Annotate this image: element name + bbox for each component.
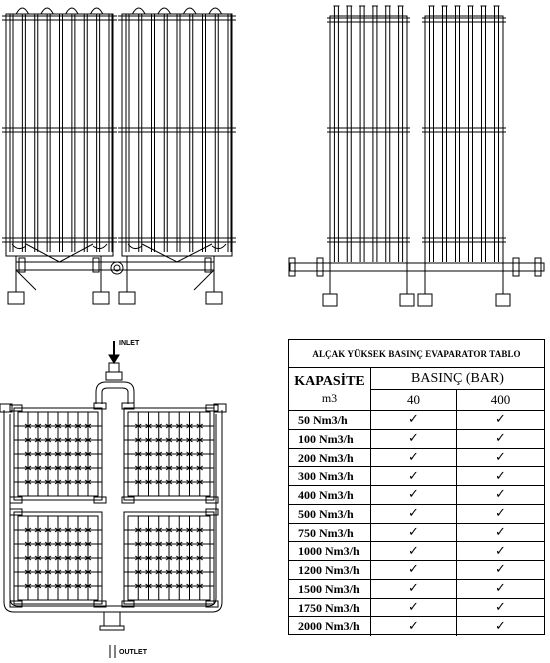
table-row [289,411,544,430]
check-icon: ✓ [495,412,506,428]
inlet-arrow [109,341,119,363]
check-icon: ✓ [371,449,457,467]
capacity-cell: 1200 Nm3/h [289,561,371,579]
capacity-unit-label: m3 [321,390,338,405]
capacity-header-label: KAPASİTE [294,373,365,389]
table-row [289,524,544,543]
check-icon: ✓ [495,449,506,465]
capacity-header [289,368,371,411]
capacity-cell: 1750 Nm3/h [289,599,371,617]
check-icon: ✓ [371,617,457,636]
check-icon: ✓ [371,580,457,598]
table-title: ALÇAK YÜKSEK BASINÇ EVAPARATOR TABLO [289,340,544,368]
capacity-cell: 500 Nm3/h [289,505,371,523]
capacity-cell: 50 Nm3/h [289,411,371,429]
table-row [289,505,544,524]
check-icon: ✓ [371,599,457,617]
check-icon: ✓ [371,542,457,560]
side-elevation-view [289,6,544,306]
check-icon: ✓ [495,524,506,540]
check-icon: ✓ [371,524,457,542]
outlet-label: OUTLET [119,649,147,656]
table-rows [289,411,544,636]
check-icon: ✓ [495,431,506,447]
check-icon: ✓ [371,561,457,579]
check-icon: ✓ [371,486,457,504]
pressure-column-40: 40 [371,390,457,411]
front-elevation-view [2,8,236,304]
capacity-cell: 400 Nm3/h [289,486,371,504]
check-icon: ✓ [495,581,506,597]
capacity-cell: 2000 Nm3/h [289,617,371,636]
capacity-cell: 1500 Nm3/h [289,580,371,598]
check-icon: ✓ [371,505,457,523]
table-row [289,542,544,561]
check-icon: ✓ [495,487,506,503]
check-icon: ✓ [495,468,506,484]
check-icon: ✓ [371,411,457,429]
capacity-cell: 100 Nm3/h [289,430,371,448]
table-row [289,580,544,599]
table-row [289,449,544,468]
capacity-cell: 300 Nm3/h [289,467,371,485]
plan-view [0,363,226,630]
check-icon: ✓ [371,467,457,485]
check-icon: ✓ [495,599,506,615]
pressure-header: BASINÇ (BAR) [371,368,544,390]
capacity-cell: 1000 Nm3/h [289,542,371,560]
check-icon: ✓ [495,506,506,522]
capacity-cell: 200 Nm3/h [289,449,371,467]
outlet-marker [110,645,115,658]
check-icon: ✓ [371,430,457,448]
check-icon: ✓ [495,543,506,559]
inlet-label: INLET [119,340,140,347]
table-row [289,430,544,449]
check-icon: ✓ [495,619,506,635]
table-row [289,467,544,486]
capacity-cell: 750 Nm3/h [289,524,371,542]
table-row [289,599,544,618]
table-row [289,561,544,580]
check-icon: ✓ [495,562,506,578]
table-row [289,486,544,505]
table-row [289,617,544,636]
pressure-column-400: 400 [457,390,544,411]
evaporator-table [288,339,545,635]
